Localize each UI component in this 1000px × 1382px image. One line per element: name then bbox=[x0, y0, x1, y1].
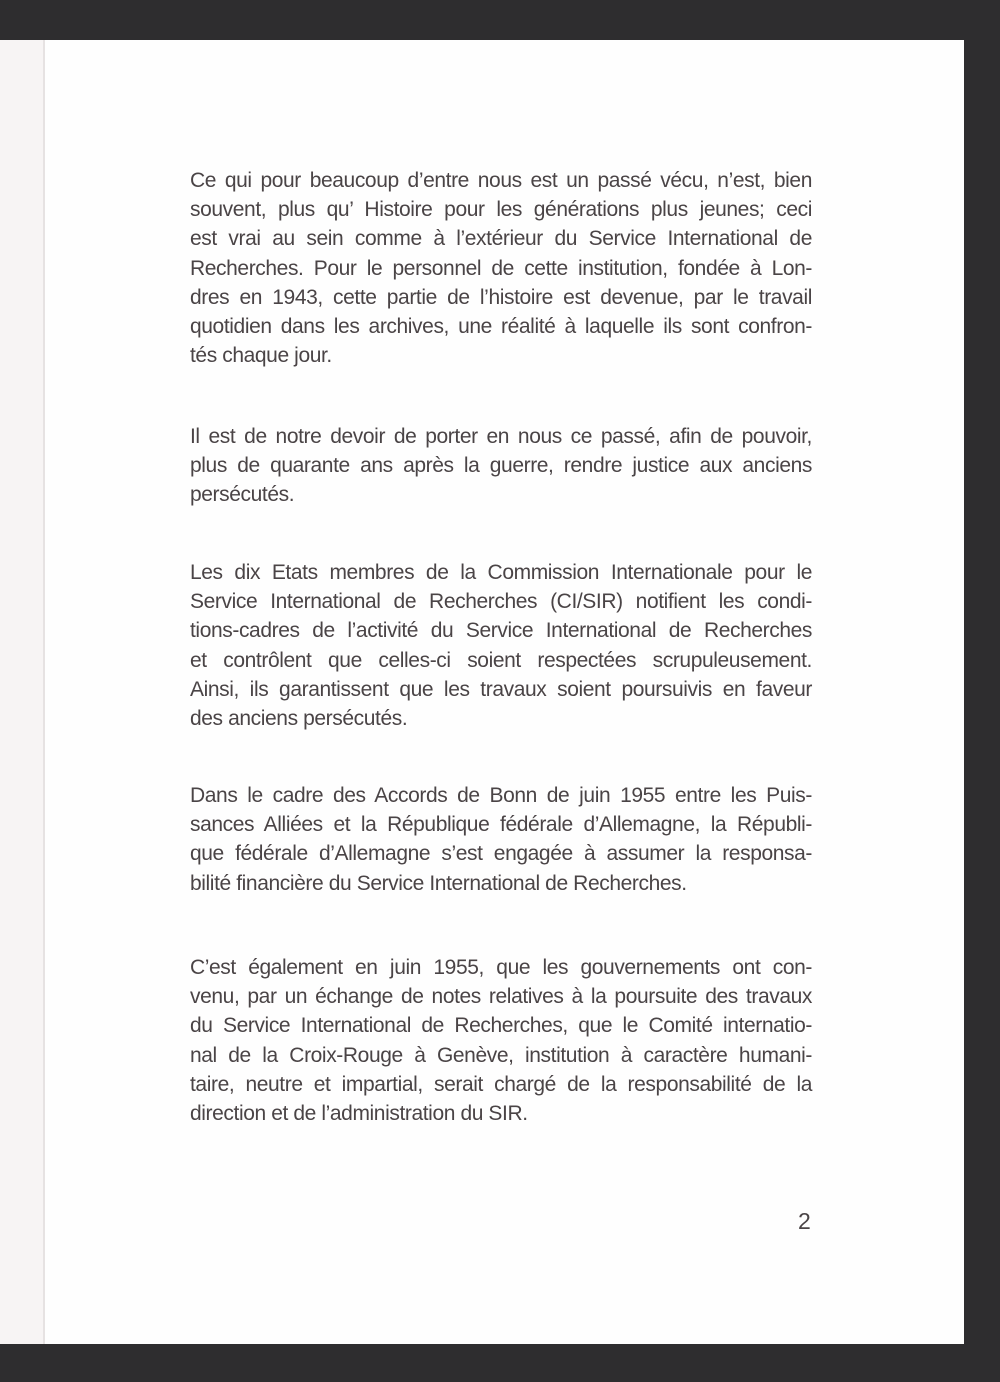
text-line: et contrôlent que celles-ci soient respectées scrupuleusement. bbox=[190, 648, 812, 672]
page-number: 2 bbox=[798, 1208, 811, 1234]
text-line: taire, neutre et impartial, serait chargé de la responsabilité de la bbox=[190, 1072, 812, 1096]
text-line: sances Alliées et la République fédérale d’Allemagne, la Républi- bbox=[190, 813, 812, 837]
text-line: du Service International de Recherches, que le Comité internatio- bbox=[190, 1014, 812, 1038]
text-line: dres en 1943, cette partie de l’histoire est devenue, par le travail bbox=[190, 285, 812, 309]
text-line: que fédérale d’Allemagne s’est engagée à assumer la responsa- bbox=[190, 842, 812, 866]
text-line: bilité financière du Service International de Recherches. bbox=[190, 871, 687, 895]
text-line: Ce qui pour beaucoup d’entre nous est un passé vécu, n’est, bien bbox=[190, 169, 812, 192]
text-line: nal de la Croix-Rouge à Genève, institution à caractère humani- bbox=[190, 1043, 812, 1067]
text-line: Ainsi, ils garantissent que les travaux soient poursuivis en faveur bbox=[190, 677, 812, 701]
text-line: Les dix Etats membres de la Commission Internationale pour le bbox=[190, 561, 812, 584]
paragraph bbox=[190, 781, 812, 898]
text-line: C’est également en juin 1955, que les gouvernements ont con- bbox=[190, 956, 812, 979]
text-line: direction et de l’administration du SIR. bbox=[190, 1101, 528, 1125]
text-line: Service International de Recherches (CI/SIR) notifient les condi- bbox=[190, 590, 812, 614]
paragraph bbox=[190, 166, 812, 370]
text-line: des anciens persécutés. bbox=[190, 706, 408, 730]
text-line: Dans le cadre des Accords de Bonn de juin 1955 entre les Puis- bbox=[190, 784, 812, 807]
text-line: est vrai au sein comme à l’extérieur du Service International de bbox=[190, 227, 812, 251]
text-line: quotidien dans les archives, une réalité à laquelle ils sont confron- bbox=[190, 314, 812, 338]
page-fold-line bbox=[43, 40, 45, 1344]
text-line: Recherches. Pour le personnel de cette institution, fondée à Lon- bbox=[190, 256, 812, 280]
text-line: venu, par un échange de notes relatives à la poursuite des travaux bbox=[190, 985, 812, 1009]
text-line: Il est de notre devoir de porter en nous ce passé, afin de pouvoir, bbox=[190, 425, 812, 448]
paragraph bbox=[190, 422, 812, 510]
text-line: tés chaque jour. bbox=[190, 344, 332, 368]
text-line: persécutés. bbox=[190, 483, 295, 507]
text-line: plus de quarante ans après la guerre, rendre justice aux anciens bbox=[190, 454, 812, 478]
underlying-page-edge bbox=[0, 40, 43, 1344]
text-line: tions-cadres de l’activité du Service International de Recherches bbox=[190, 619, 812, 643]
paragraph bbox=[190, 558, 812, 733]
text-line: souvent, plus qu’ Histoire pour les générations plus jeunes; ceci bbox=[190, 198, 812, 222]
paragraph bbox=[190, 953, 812, 1128]
